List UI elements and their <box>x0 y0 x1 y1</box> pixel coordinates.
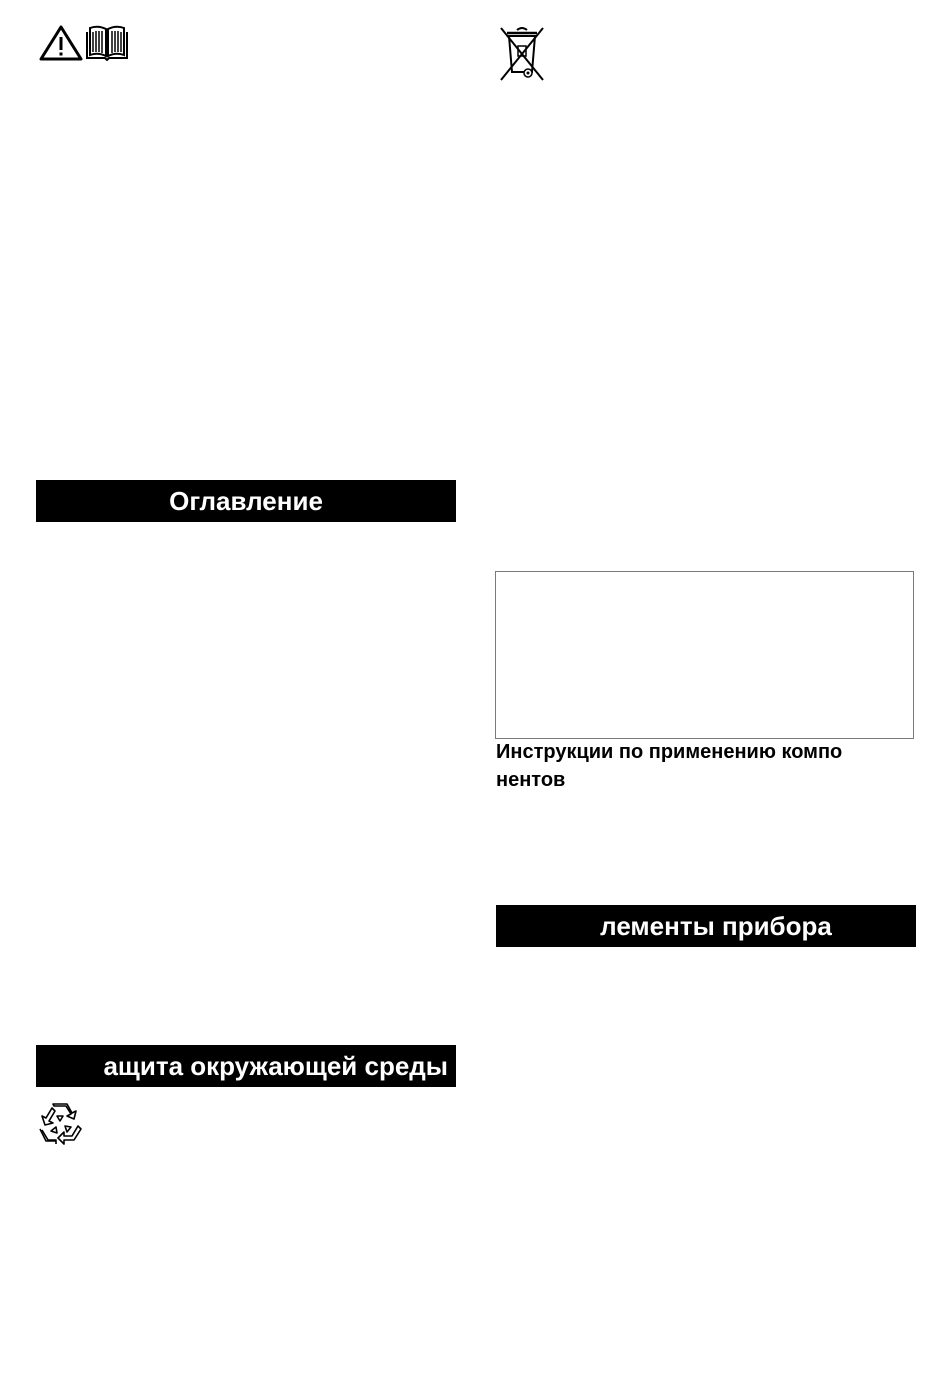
device-elements-heading: лементы прибора <box>496 905 916 947</box>
crossed-out-wheelie-bin-icon <box>497 24 547 84</box>
components-notice-box <box>495 571 914 739</box>
components-notice-caption-line1: Инструкции по применению компо <box>496 741 843 763</box>
warning-triangle-icon <box>38 24 84 62</box>
components-notice-caption <box>496 738 916 794</box>
components-notice-caption-line2: нентов <box>496 769 566 791</box>
read-manual-book-icon <box>84 23 130 61</box>
environment-protection-heading: ащита окружающей среды <box>36 1045 456 1087</box>
recycling-symbol-icon <box>36 1100 84 1148</box>
table-of-contents-heading: Оглавление <box>36 480 456 522</box>
